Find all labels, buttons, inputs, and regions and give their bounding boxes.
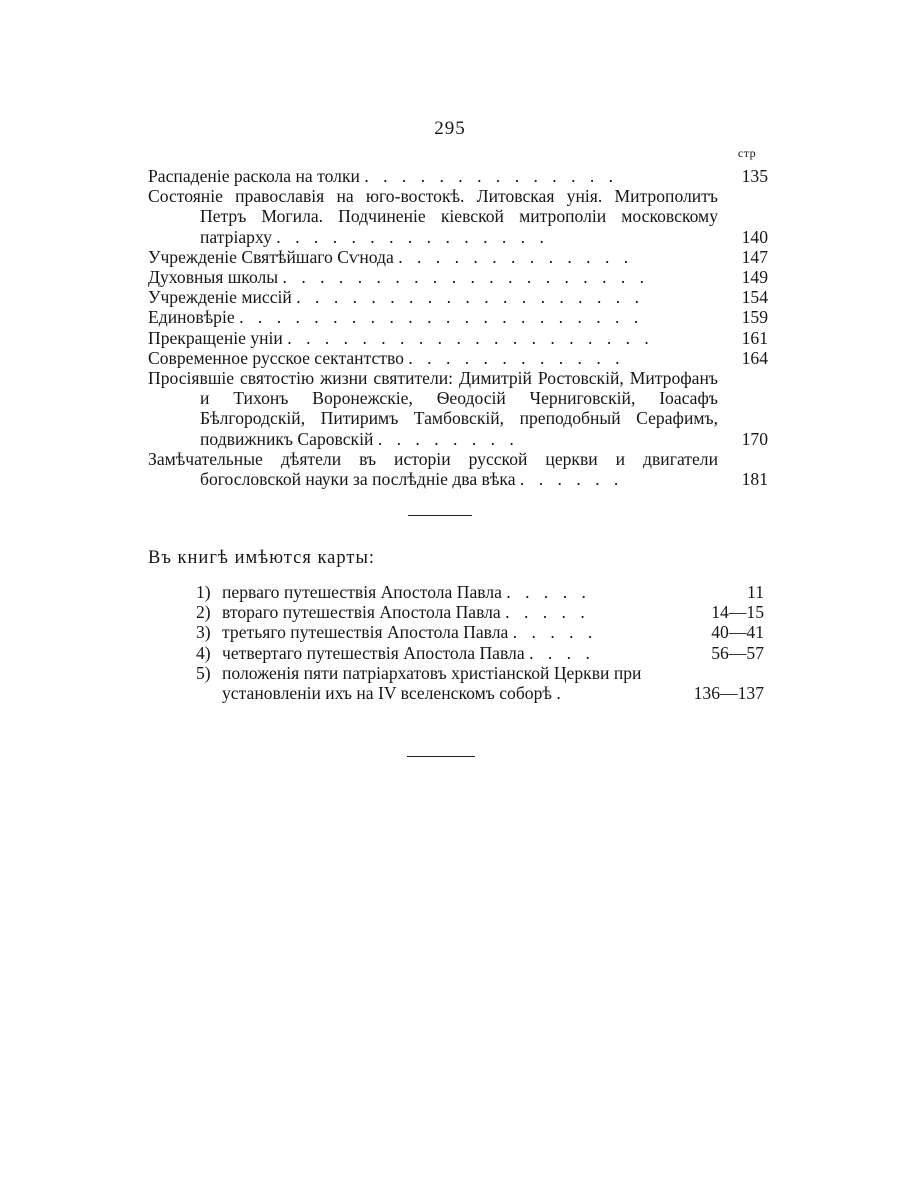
toc-entry-title: Единовѣріе bbox=[148, 307, 235, 328]
toc-entry-title: Учрежденіе Святѣйшаго Сѵнода bbox=[148, 246, 394, 267]
toc-entry-page: 159 bbox=[741, 307, 768, 328]
toc-entry-title: Учрежденіе миссій bbox=[148, 287, 292, 308]
map-item-pages: 11 bbox=[747, 582, 764, 602]
map-item bbox=[196, 622, 764, 642]
toc-entry-title: Прекращеніе уніи bbox=[148, 327, 283, 348]
toc-entry-page: 135 bbox=[741, 166, 768, 186]
toc-entry-title: Состояніе православія на юго-востокѣ. Литовская унія. Митрополитъ Петръ Могила. Подчиненіе кіевской митрополіи московскому патріарху bbox=[148, 186, 718, 247]
toc-entry-page: 154 bbox=[741, 287, 768, 308]
toc-entry bbox=[148, 328, 768, 348]
map-item bbox=[196, 602, 764, 622]
map-item-pages: 136—137 bbox=[693, 683, 764, 704]
toc-entry bbox=[148, 267, 768, 287]
toc-entry bbox=[148, 449, 768, 489]
map-item-title: положенія пяти патріархатовъ христіанской Церкви при установленіи ихъ на IV вселенскомъ соборѣ bbox=[222, 662, 642, 704]
toc-entry bbox=[148, 307, 768, 327]
map-item-pages: 56—57 bbox=[711, 642, 764, 663]
leader-dots: . . . . . . . . . . . . . . . . . . . . bbox=[282, 267, 650, 288]
leader-dots: . . . . bbox=[529, 642, 595, 663]
page-number: 295 bbox=[434, 118, 466, 139]
toc-entry-page: 147 bbox=[741, 246, 768, 267]
leader-dots: . . . . . bbox=[505, 602, 590, 623]
end-divider bbox=[407, 756, 475, 757]
leader-dots: . . . . . bbox=[506, 582, 591, 602]
leader-dots: . . . . . . . . bbox=[377, 428, 519, 449]
leader-dots: . . . . . . . . . . . . . . . . . . . . bbox=[287, 327, 654, 348]
leader-dots: . . . . . bbox=[512, 622, 598, 643]
toc-entry-page: 161 bbox=[741, 327, 768, 348]
leader-dots: . bbox=[556, 683, 566, 704]
map-item-title: четвертаго путешествія Апостола Павла bbox=[222, 642, 525, 663]
toc-entry-title: Современное русское сектантство bbox=[148, 347, 404, 368]
toc-entry-title: Духовныя школы bbox=[148, 267, 279, 288]
toc-entry-page: 140 bbox=[741, 226, 768, 247]
map-item-title: втораго путешествія Апостола Павла bbox=[222, 602, 501, 623]
page-column-label: стр bbox=[737, 146, 757, 160]
map-item-number: 5) bbox=[196, 662, 211, 683]
leader-dots: . . . . . . bbox=[519, 469, 624, 490]
toc-entry-title: Просіявшіе святостію жизни святители: Димитрій Ростовскій, Митрофанъ и Тихонъ Воронежскіе, Ѳеодосій Черниговскій, Іоасафъ Бѣлгородскій, Питиримъ Тамбовскій, преподобный Серафимъ, подвижникъ Саровскій bbox=[148, 368, 718, 449]
map-item-pages: 14—15 bbox=[711, 602, 764, 623]
toc-entry bbox=[148, 247, 768, 267]
leader-dots: . . . . . . . . . . . . . . . . . . . . . . bbox=[239, 307, 644, 328]
map-item-pages: 40—41 bbox=[711, 622, 764, 643]
section-divider bbox=[408, 515, 472, 516]
toc-entry-title: Замѣчательные дѣятели въ исторіи русской церкви и двигатели богословской науки за послѣдніе два вѣка bbox=[148, 448, 718, 490]
leader-dots: . . . . . . . . . . . . . . . . . . . bbox=[296, 287, 644, 308]
map-item bbox=[196, 663, 764, 703]
toc-entry-title: Распаденіе раскола на толки bbox=[148, 166, 360, 186]
toc-entry-page: 164 bbox=[741, 347, 768, 368]
toc-entry bbox=[148, 348, 768, 368]
toc-entry bbox=[148, 287, 768, 307]
map-item-title: перваго путешествія Апостола Павла bbox=[222, 582, 502, 602]
map-item bbox=[196, 643, 764, 663]
leader-dots: . . . . . . . . . . . . . bbox=[398, 246, 634, 267]
toc-entry-page: 170 bbox=[741, 428, 768, 449]
maps-heading: Въ книгѣ имѣются карты: bbox=[148, 548, 376, 568]
table-of-contents bbox=[148, 166, 768, 489]
map-item-number: 1) bbox=[196, 582, 211, 602]
leader-dots: . . . . . . . . . . . . . . bbox=[364, 166, 619, 186]
toc-entry-page: 181 bbox=[741, 469, 768, 490]
map-item bbox=[196, 582, 764, 602]
toc-entry bbox=[148, 186, 768, 247]
map-item-number: 2) bbox=[196, 602, 211, 623]
leader-dots: . . . . . . . . . . . . . . . bbox=[276, 226, 549, 247]
map-item-title: третьяго путешествія Апостола Павла bbox=[222, 622, 509, 643]
toc-entry bbox=[148, 166, 768, 186]
leader-dots: . . . . . . . . . . . . bbox=[408, 347, 625, 368]
toc-entry-page: 149 bbox=[741, 267, 768, 288]
map-item-number: 4) bbox=[196, 642, 211, 663]
maps-list bbox=[196, 582, 764, 703]
map-item-number: 3) bbox=[196, 622, 211, 643]
toc-entry bbox=[148, 368, 768, 449]
